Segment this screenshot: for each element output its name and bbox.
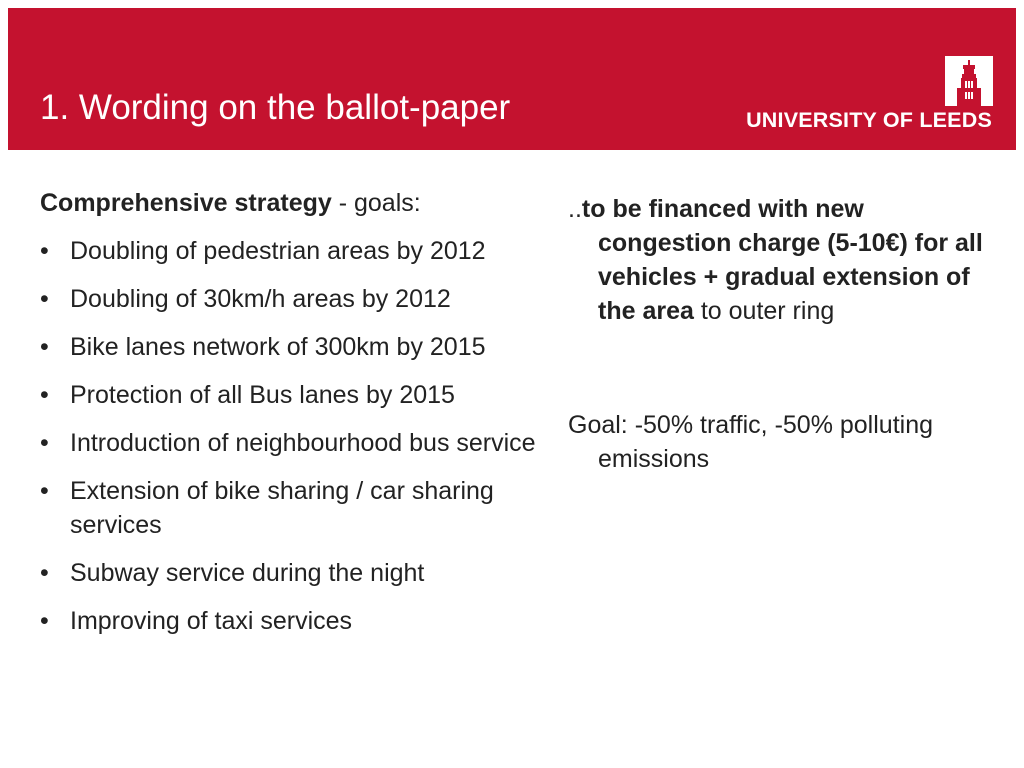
bullet-icon: • [40,381,49,409]
bullet-icon: • [40,237,49,265]
list-item [40,604,560,638]
slide-title: 1. Wording on the ballot-paper [40,88,511,127]
university-name: UNIVERSITY OF LEEDS [746,108,992,132]
financing-bold-text: to be financed with new congestion charge (5-10€) for all vehicles + gradual extension of the area [581,195,983,325]
financing-rest-text: to outer ring [693,297,835,325]
university-brand [720,46,1000,136]
goal-paragraph: Goal: -50% traffic, -50% polluting emissions [568,411,934,473]
list-item [40,474,560,542]
list-item [40,378,560,412]
strategy-column [40,186,560,652]
bullet-icon: • [40,333,49,361]
university-tower-logo-svg [945,56,993,106]
strategy-intro [40,186,560,220]
list-item [40,556,560,590]
list-item-text: Subway service during the night [70,559,425,587]
goal-list [40,234,560,638]
list-item-text: Improving of taxi services [70,607,353,635]
financing-paragraph [568,192,998,328]
bullet-icon: • [40,285,49,313]
list-item [40,330,560,364]
strategy-heading-suffix: - goals: [331,189,421,217]
financing-prefix: .. [568,195,582,223]
list-item [40,426,560,460]
header-band [8,8,1016,150]
bullet-icon: • [40,559,49,587]
bullet-icon: • [40,607,49,635]
list-item-text: Protection of all Bus lanes by 2015 [70,381,455,409]
list-item-text: Bike lanes network of 300km by 2015 [70,333,486,361]
list-item-text: Doubling of 30km/h areas by 2012 [70,285,451,313]
list-item-text: Extension of bike sharing / car sharing services [70,477,494,539]
list-item [40,234,560,268]
bullet-icon: • [40,429,49,457]
strategy-heading: Comprehensive strategy [40,189,332,217]
list-item-text: Doubling of pedestrian areas by 2012 [70,237,486,265]
list-item-text: Introduction of neighbourhood bus service [70,429,536,457]
university-tower-logo-icon [945,56,993,106]
financing-column [568,192,998,476]
bullet-icon: • [40,477,49,505]
list-item [40,282,560,316]
